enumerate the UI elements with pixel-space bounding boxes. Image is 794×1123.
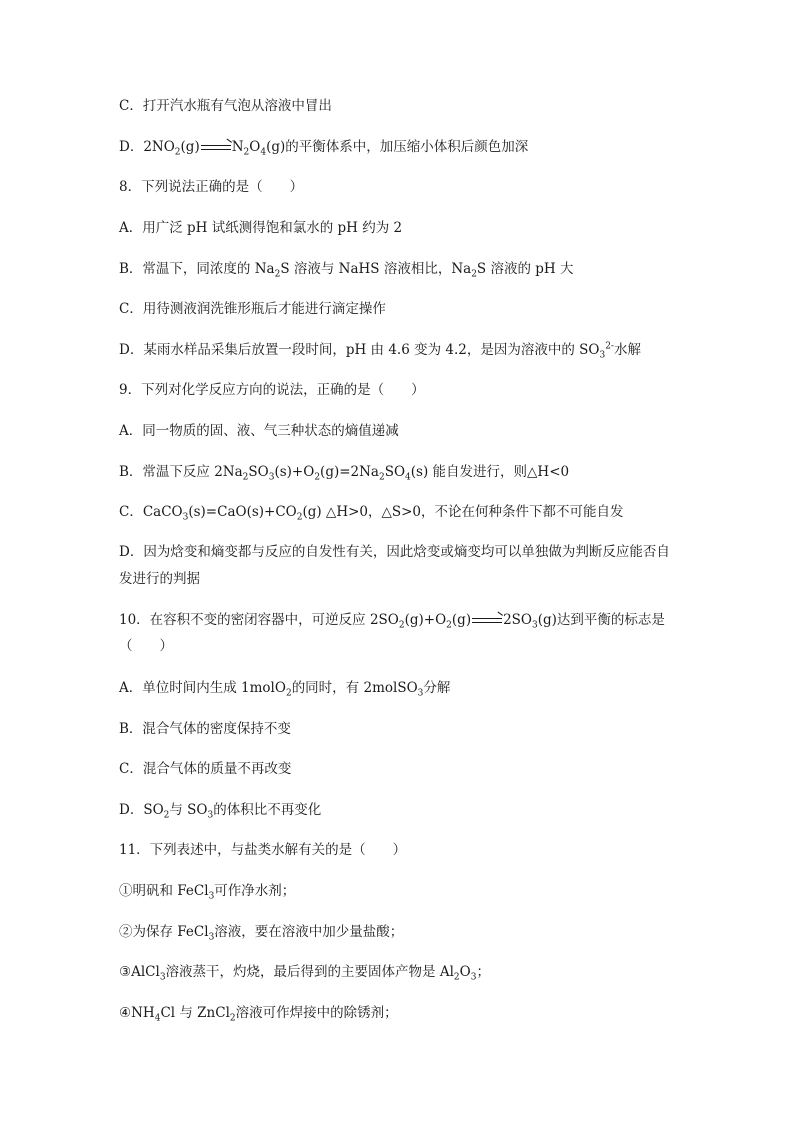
option-10a: A．单位时间内生成 1molO$_2$的同时，有 2molSO$_3$分解 <box>119 680 451 699</box>
question-10-paren: （ ） <box>119 638 173 654</box>
question-9: 9．下列对化学反应方向的说法，正确的是（ ） <box>119 382 425 398</box>
option-9d: D．因为焓变和熵变都与反应的自发性有关，因此焓变或熵变均可以单独做为判断反应能否自发进行的判据 <box>119 544 670 587</box>
option-7c: C．打开汽水瓶有气泡从溶液中冒出 <box>119 98 332 114</box>
question-11: 11．下列表述中，与盐类水解有关的是（ ） <box>119 842 407 858</box>
option-9b: B．常温下反应 $2Na_2SO_3(s)+O_2(g)=2Na_2SO_4(s)$ 能自发进行，则△H<0 <box>119 464 570 483</box>
equilibrium-arrow-icon <box>472 616 502 626</box>
option-8d: D．某雨水样品采集后放置一段时间，pH 由 4.6 变为 4.2，是因为溶液中的 $SO_3^{2-}$水解 <box>119 341 641 361</box>
option-8a: A．用广泛 pH 试纸测得饱和氯水的 pH 约为 2 <box>119 220 403 236</box>
statement-3: ③AlCl$_3$溶液蒸干，灼烧，最后得到的主要固体产物是 $Al_2O_3$； <box>119 964 490 983</box>
question-10: 10．在容积不变的密闭容器中，可逆反应 $2SO_2(g)+O_2(g)$ $2SO_3(g)$达到平衡的标志是 <box>119 612 665 631</box>
option-10c: C．混合气体的质量不再改变 <box>119 761 292 777</box>
question-8: 8．下列说法正确的是（ ） <box>119 179 304 195</box>
option-7d: D．$2NO_2(g)$ $N_2O_4(g)$的平衡体系中，加压缩小体积后颜色加深 <box>119 139 529 158</box>
option-10d: D．$SO_2$与 $SO_3$的体积比不再变化 <box>119 802 322 821</box>
option-9c: C．$CaCO_3(s)=CaO(s)+CO_2(g)$ △H>0，△S>0，不论在何种条件下都不可能自发 <box>119 504 624 523</box>
statement-2: ②为保存 FeCl$_3$溶液，要在溶液中加少量盐酸； <box>119 924 404 943</box>
option-10b: B．混合气体的密度保持不变 <box>119 721 291 737</box>
statement-1: ①明矾和 FeCl$_3$可作净水剂； <box>119 883 296 902</box>
option-8c: C．用待测液润洗锥形瓶后才能进行滴定操作 <box>119 301 386 317</box>
equilibrium-arrow-icon <box>201 143 231 153</box>
option-8b: B．常温下，同浓度的 $Na_2S$ 溶液与 NaHS 溶液相比，$Na_2S$ 溶液的 pH 大 <box>119 261 574 280</box>
statement-4: $④NH_4Cl$ 与 ZnCl$_2$溶液可作焊接中的除锈剂； <box>119 1005 398 1024</box>
option-9a: A．同一物质的固、液、气三种状态的熵值递减 <box>119 423 399 439</box>
